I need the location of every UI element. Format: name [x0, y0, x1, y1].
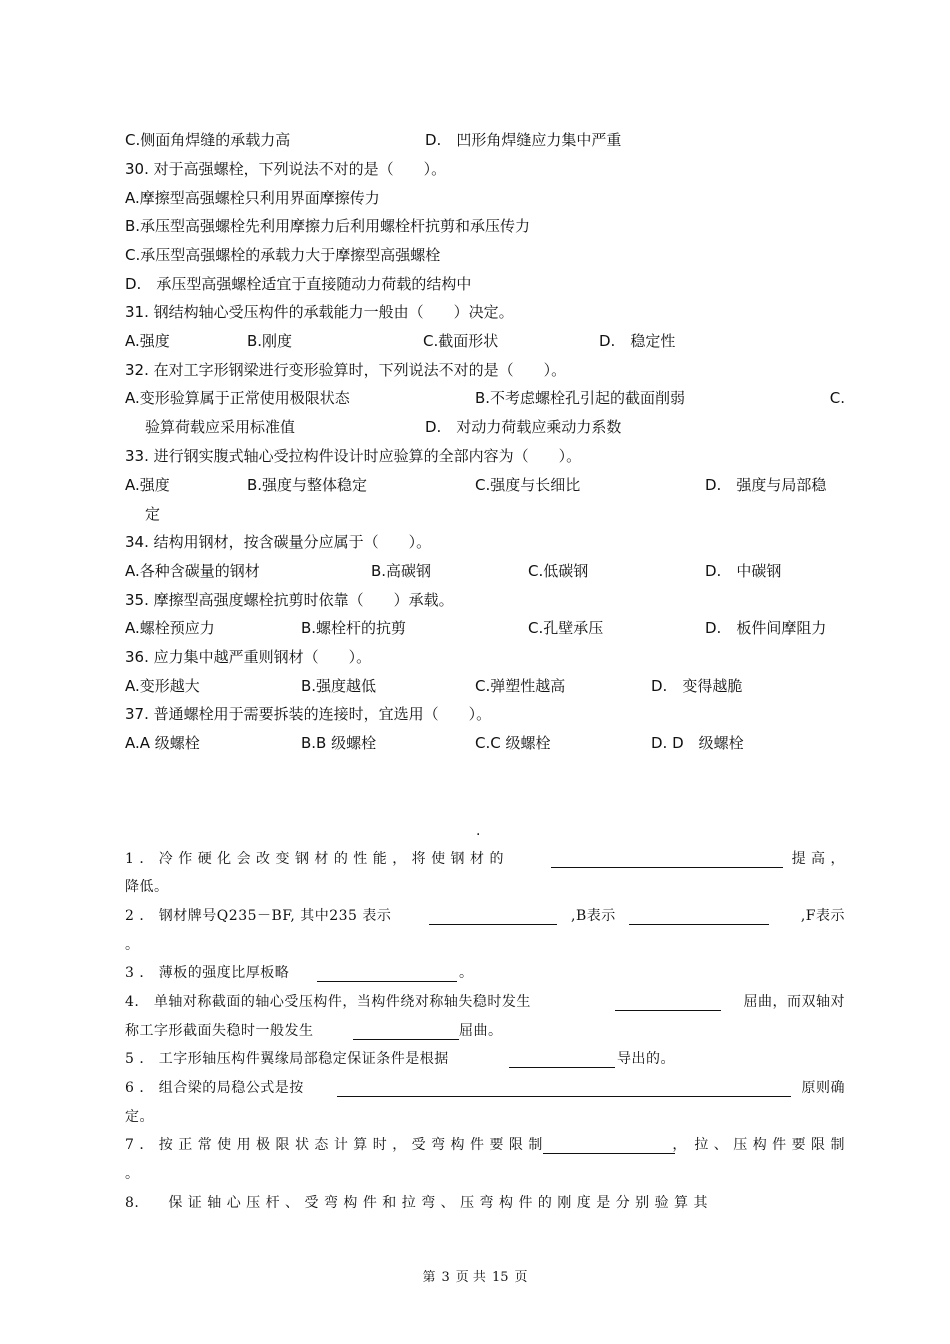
question-stem: 32. 在对工字形钢梁进行变形验算时，下列说法不对的是（ ）。 — [125, 361, 567, 379]
option-d-continued: 定 — [145, 505, 161, 523]
option-c: C.侧面角焊缝的承载力高 — [125, 131, 291, 149]
fill-q8: 8. 保 证 轴 心 压 杆 、 受 弯 构 件 和 拉 弯 、 压 弯 构 件 的 刚 度 是 分 别 验 算 其 — [125, 1195, 709, 1211]
fill-q6-blank[interactable] — [337, 1080, 791, 1097]
option-line: A.摩擦型高强螺栓只利用界面摩擦传力 — [125, 189, 380, 207]
fill-q7-text-b: ， 拉 、 压 构 件 要 限 制 — [672, 1137, 845, 1153]
fill-q1-after: 提 高 ， — [791, 851, 845, 867]
fill-q2-blank-2[interactable] — [629, 908, 769, 925]
footer-prefix: 第 — [422, 1270, 436, 1285]
option-a: A.变形越大 — [125, 677, 200, 695]
option-c: C.C 级螺栓 — [475, 734, 551, 752]
question-stem: 36. 应力集中越严重则钢材（ ）。 — [125, 648, 372, 666]
q37-options-row — [125, 729, 845, 757]
fill-q2-text-a: 2 ． 钢材牌号Q235－BF, 其中235 表示 — [125, 908, 392, 924]
question-stem: 33. 进行钢实腹式轴心受拉构件设计时应验算的全部内容为（ ）。 — [125, 447, 582, 465]
q34-options-row — [125, 557, 845, 585]
section-separator: . — [476, 823, 481, 839]
fill-q5 — [125, 1045, 845, 1073]
fill-q2 — [125, 902, 845, 930]
fill-q4-blank-1[interactable] — [615, 994, 721, 1011]
footer-total-pages: 15 — [491, 1270, 509, 1285]
fill-q7-line2: 。 — [125, 1166, 140, 1182]
q33-options-row — [125, 471, 845, 499]
fill-q4 — [125, 988, 845, 1016]
option-d: D. 凹形角焊缝应力集中严重 — [425, 131, 622, 149]
question-stem: 31. 钢结构轴心受压构件的承载能力一般由（ ）决定。 — [125, 303, 514, 321]
question-stem: 37. 普通螺栓用于需要拆装的连接时，宜选用（ ）。 — [125, 705, 492, 723]
option-c: C.孔壁承压 — [528, 619, 604, 637]
fill-q3 — [125, 959, 845, 987]
q29-options-row — [125, 126, 845, 154]
option-b: B.强度越低 — [301, 677, 377, 695]
fill-q4-text-b: 屈曲，而双轴对 — [743, 994, 845, 1010]
fill-q1-text: 1 ． 冷 作 硬 化 会 改 变 钢 材 的 性 能 ， 将 使 钢 材 的 — [125, 851, 504, 867]
fill-q1-blank[interactable] — [551, 851, 783, 868]
option-b: B.强度与整体稳定 — [247, 476, 368, 494]
fill-q7-blank[interactable] — [543, 1137, 675, 1154]
fill-q5-text-a: 5 ． 工字形轴压构件翼缘局部稳定保证条件是根据 — [125, 1051, 449, 1067]
fill-q3-text-a: 3 ． 薄板的强度比厚板略 — [125, 965, 290, 981]
fill-q1 — [125, 845, 845, 873]
option-line: D. 承压型高强螺栓适宜于直接随动力荷载的结构中 — [125, 275, 472, 293]
footer-suffix: 页 — [514, 1270, 528, 1285]
option-d: D. 中碳钢 — [705, 562, 782, 580]
fill-q3-text-b: 。 — [459, 965, 474, 981]
option-d: D. D 级螺栓 — [651, 734, 744, 752]
footer-page-number: 3 — [441, 1270, 450, 1285]
fill-q4-text-a: 4. 单轴对称截面的轴心受压构件，当构件绕对称轴失稳时发生 — [125, 994, 531, 1010]
fill-q5-blank[interactable] — [509, 1051, 615, 1068]
option-d: D. 强度与局部稳 — [705, 476, 827, 494]
q36-options-row — [125, 672, 845, 700]
fill-q2-line2: 。 — [125, 937, 140, 953]
fill-q5-text-b: 导出的。 — [617, 1051, 675, 1067]
option-a: A.A 级螺栓 — [125, 734, 200, 752]
fill-q2-text-c: ,F表示 — [800, 908, 845, 924]
option-a: A.强度 — [125, 476, 170, 494]
option-b: B.B 级螺栓 — [301, 734, 377, 752]
option-c: C.低碳钢 — [528, 562, 589, 580]
question-stem: 35. 摩擦型高强度螺栓抗剪时依靠（ ）承载。 — [125, 591, 454, 609]
option-c: C.弹塑性越高 — [475, 677, 566, 695]
option-line: B.承压型高强螺栓先利用摩擦力后利用螺栓杆抗剪和承压传力 — [125, 217, 531, 235]
fill-q2-blank-1[interactable] — [429, 908, 557, 925]
option-c: C.强度与长细比 — [475, 476, 581, 494]
fill-q6-line2: 定。 — [125, 1109, 154, 1125]
footer-middle: 页 共 — [455, 1270, 486, 1285]
page-footer — [0, 1268, 950, 1288]
option-a: A.螺栓预应力 — [125, 619, 215, 637]
option-c-text: 验算荷载应采用标准值 — [145, 418, 296, 436]
option-a: A.各种含碳量的钢材 — [125, 562, 260, 580]
option-d: D. 板件间摩阻力 — [705, 619, 827, 637]
option-d: D. 变得越脆 — [651, 677, 743, 695]
option-continuation — [125, 500, 845, 528]
q35-options-row — [125, 614, 845, 642]
q32-options-row — [125, 384, 845, 412]
option-d: D. 稳定性 — [599, 332, 676, 350]
option-a: A.强度 — [125, 332, 170, 350]
fill-q4-line2 — [125, 1017, 845, 1045]
fill-q4-text-d: 屈曲。 — [459, 1023, 503, 1039]
fill-q4-blank-2[interactable] — [353, 1023, 459, 1040]
fill-q2-text-b: ,B表示 — [571, 908, 616, 924]
fill-q7-text-a: 7 ． 按 正 常 使 用 极 限 状 态 计 算 时 ， 受 弯 构 件 要 限 制 — [125, 1137, 543, 1153]
fill-q6-text-a: 6 ． 组合梁的局稳公式是按 — [125, 1080, 304, 1096]
option-line: C.承压型高强螺栓的承载力大于摩擦型高强螺栓 — [125, 246, 441, 264]
question-stem: 30. 对于高强螺栓，下列说法不对的是（ ）。 — [125, 160, 447, 178]
question-stem: 34. 结构用钢材，按含碳量分应属于（ ）。 — [125, 533, 432, 551]
option-b: B.刚度 — [247, 332, 293, 350]
q31-options-row — [125, 327, 845, 355]
fill-q4-text-c: 称工字形截面失稳时一般发生 — [125, 1023, 314, 1039]
fill-q6-text-b: 原则确 — [801, 1080, 845, 1096]
option-a: A.变形验算属于正常使用极限状态 — [125, 389, 350, 407]
fill-q3-blank[interactable] — [317, 965, 457, 982]
option-d: D. 对动力荷载应乘动力系数 — [425, 418, 622, 436]
fill-q7 — [125, 1131, 845, 1159]
option-b: B.螺栓杆的抗剪 — [301, 619, 407, 637]
option-b: B.高碳钢 — [371, 562, 432, 580]
q32-options-row-2 — [125, 413, 845, 441]
fill-q1-line2: 降低。 — [125, 879, 169, 895]
option-c-label: C. — [829, 389, 845, 407]
fill-q6 — [125, 1074, 845, 1102]
option-c: C.截面形状 — [423, 332, 499, 350]
option-b: B.不考虑螺栓孔引起的截面削弱 — [475, 389, 686, 407]
